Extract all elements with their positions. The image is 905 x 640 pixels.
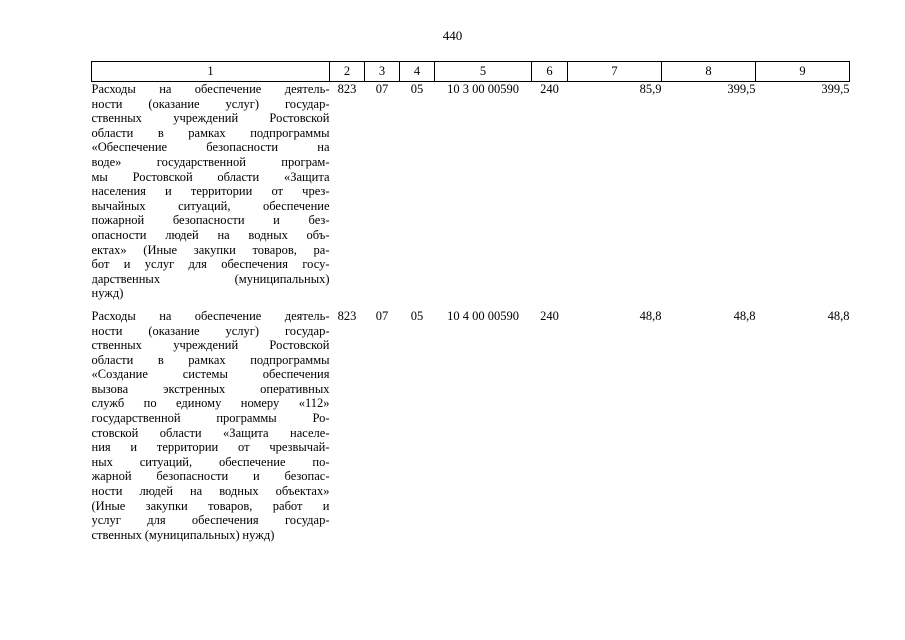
description-line: ектах» (Иные закупки товаров, ра- (91, 242, 330, 257)
cell-subsection: 05 (410, 308, 424, 323)
header-col-6: 6 (532, 62, 568, 82)
description-line: услуг для обеспечения государ- (91, 513, 330, 528)
header-col-1: 1 (92, 62, 330, 82)
description-line: области в рамках подпрограммы (91, 352, 330, 367)
description-line: стовской области «Защита населе- (91, 425, 330, 440)
header-col-2: 2 (330, 62, 365, 82)
description-line: вызова экстренных оперативных (91, 381, 330, 396)
cell-section: 07 (375, 308, 389, 323)
description-line: «Обеспечение безопасности на (91, 140, 330, 155)
description-line: Расходы на обеспечение деятель- (91, 82, 330, 96)
description-line: государственной программы Ро- (91, 411, 330, 426)
cell-amount-col8: 48,8 (733, 308, 756, 323)
table-header-row (92, 62, 850, 82)
table-row (92, 82, 850, 309)
cell-expense-type: 240 (540, 82, 559, 96)
description-line: дарственных (муниципальных) (91, 271, 330, 286)
description-line: бот и услуг для обеспечения госу- (91, 257, 330, 272)
header-col-7: 7 (568, 62, 662, 82)
cell-ministry-code: 823 (337, 82, 357, 96)
description-line: (Иные закупки товаров, работ и (91, 498, 330, 513)
budget-table (91, 61, 850, 550)
description-line: служб по единому номеру «112» (91, 396, 330, 411)
cell-amount-col8: 399,5 (727, 82, 756, 96)
header-col-3: 3 (365, 62, 400, 82)
cell-ministry-code: 823 (337, 308, 357, 323)
table-row (92, 309, 850, 551)
description-line: вычайных ситуаций, обеспечение (91, 198, 330, 213)
header-col-5: 5 (435, 62, 532, 82)
description-line: мы Ростовской области «Защита (91, 169, 330, 184)
description-line: ных ситуаций, обеспечение по- (91, 454, 330, 469)
cell-amount-col9: 399,5 (821, 82, 850, 96)
description-line: ния и территории от чрезвычай- (91, 440, 330, 455)
header-col-8: 8 (662, 62, 756, 82)
cell-amount-col9: 48,8 (827, 308, 850, 323)
cell-amount-col7: 48,8 (639, 308, 662, 323)
cell-subsection: 05 (410, 82, 424, 96)
description-line: ности (оказание услуг) государ- (91, 96, 330, 111)
cell-expense-type: 240 (540, 308, 559, 323)
description-line: Расходы на обеспечение деятель- (91, 308, 330, 323)
description-line: населения и территории от чрез- (91, 184, 330, 199)
description-line: ственных учреждений Ростовской (91, 338, 330, 353)
row-description (92, 82, 330, 309)
description-line: жарной безопасности и безопас- (91, 469, 330, 484)
description-line: воде» государственной програм- (91, 154, 330, 169)
description-line: нужд) (91, 286, 124, 301)
description-line: опасности людей на водных объ- (91, 227, 330, 242)
description-line: ности людей на водных объектах» (91, 484, 330, 499)
page-number: 440 (442, 28, 463, 43)
cell-section: 07 (375, 82, 389, 96)
header-col-4: 4 (400, 62, 435, 82)
description-line: ственных (муниципальных) нужд) (91, 527, 275, 542)
header-col-9: 9 (756, 62, 850, 82)
cell-amount-col7: 85,9 (639, 82, 662, 96)
cell-target-article: 10 4 00 00590 (447, 308, 519, 323)
description-line: области в рамках подпрограммы (91, 125, 330, 140)
description-line: ственных учреждений Ростовской (91, 111, 330, 126)
cell-target-article: 10 3 00 00590 (447, 82, 519, 96)
description-line: ности (оказание услуг) государ- (91, 323, 330, 338)
description-line: пожарной безопасности и без- (91, 213, 330, 228)
description-line: «Создание системы обеспечения (91, 367, 330, 382)
row-description (92, 309, 330, 551)
